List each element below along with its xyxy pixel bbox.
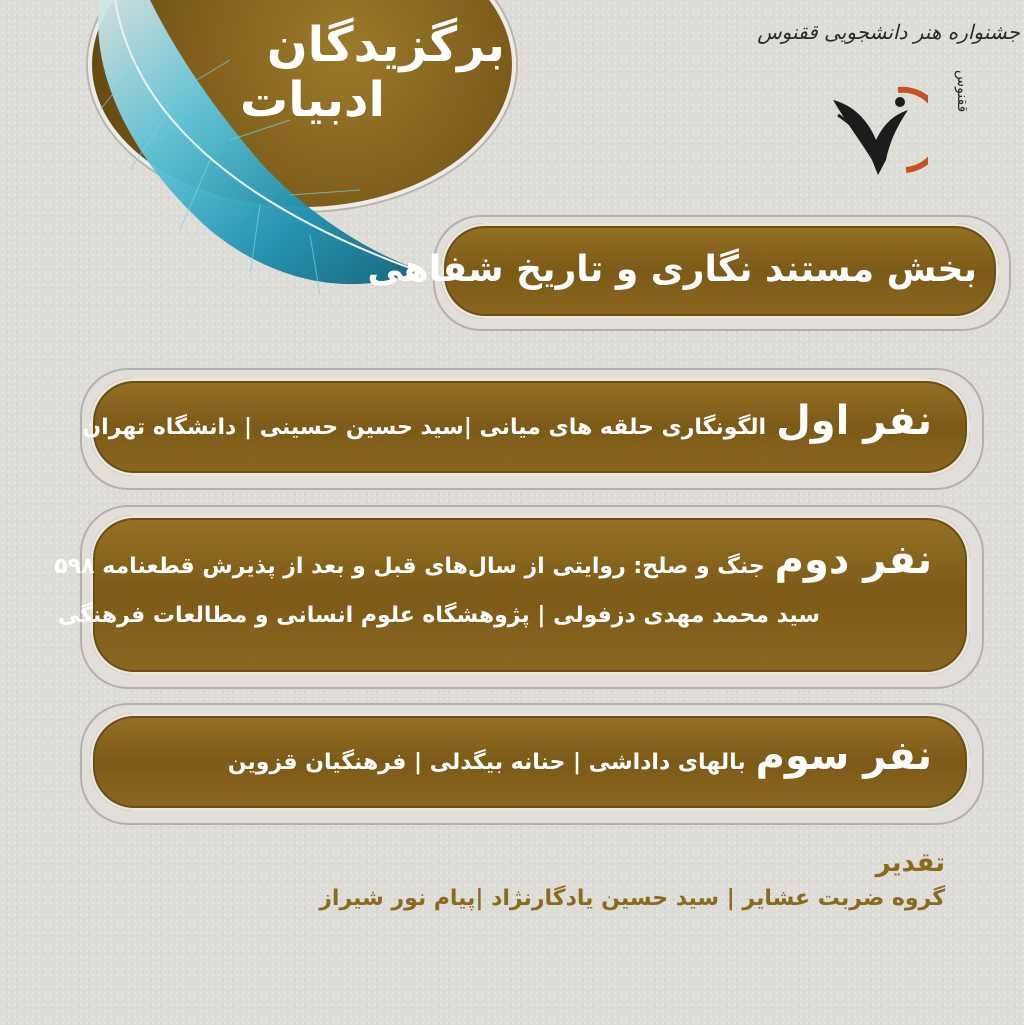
acknowledgement-text: گروه ضربت عشایر | سید حسین یادگارنژاد |پیام نور شیراز	[319, 886, 945, 911]
page-title-line2: ادبیات	[240, 72, 385, 129]
section-title: بخش مستند نگاری و تاریخ شفاهی	[367, 249, 977, 290]
section-title-pill	[367, 223, 999, 319]
second-place-line2	[58, 603, 820, 628]
page-title-line1: برگزیدگان	[266, 17, 505, 73]
first-place-label: نفر اول	[776, 398, 932, 444]
second-place-pill	[54, 515, 970, 675]
third-place-pill	[90, 713, 970, 811]
logo-side-text: ققنوس	[954, 70, 970, 113]
page-title	[205, 18, 505, 128]
phoenix-icon	[828, 80, 928, 195]
first-place-line	[82, 398, 932, 444]
first-place-pill	[82, 378, 970, 476]
acknowledgement	[200, 848, 945, 911]
acknowledgement-title: تقدیر	[875, 848, 945, 878]
third-place-label: نفر سوم	[755, 733, 932, 779]
third-place-line	[228, 733, 932, 779]
festival-logo-text: جشنواره هنر دانشجویی ققنوس	[757, 20, 1020, 44]
third-place-text: بالهای داداشی | حنانه بیگدلی | فرهنگیان قزوین	[227, 750, 746, 775]
second-place-label: نفر دوم	[774, 537, 932, 583]
first-place-text: الگونگاری حلقه های میانی |سید حسین حسینی | دانشگاه تهران	[82, 415, 767, 440]
second-place-work: جنگ و صلح: روایتی از سال‌های قبل و بعد از پذیرش قطعنامه ۵۹۸	[54, 554, 765, 579]
second-place-line1	[54, 537, 932, 583]
second-place-author: سید محمد مهدی دزفولی | پژوهشگاه علوم انسانی و مطالعات فرهنگی	[57, 603, 820, 628]
